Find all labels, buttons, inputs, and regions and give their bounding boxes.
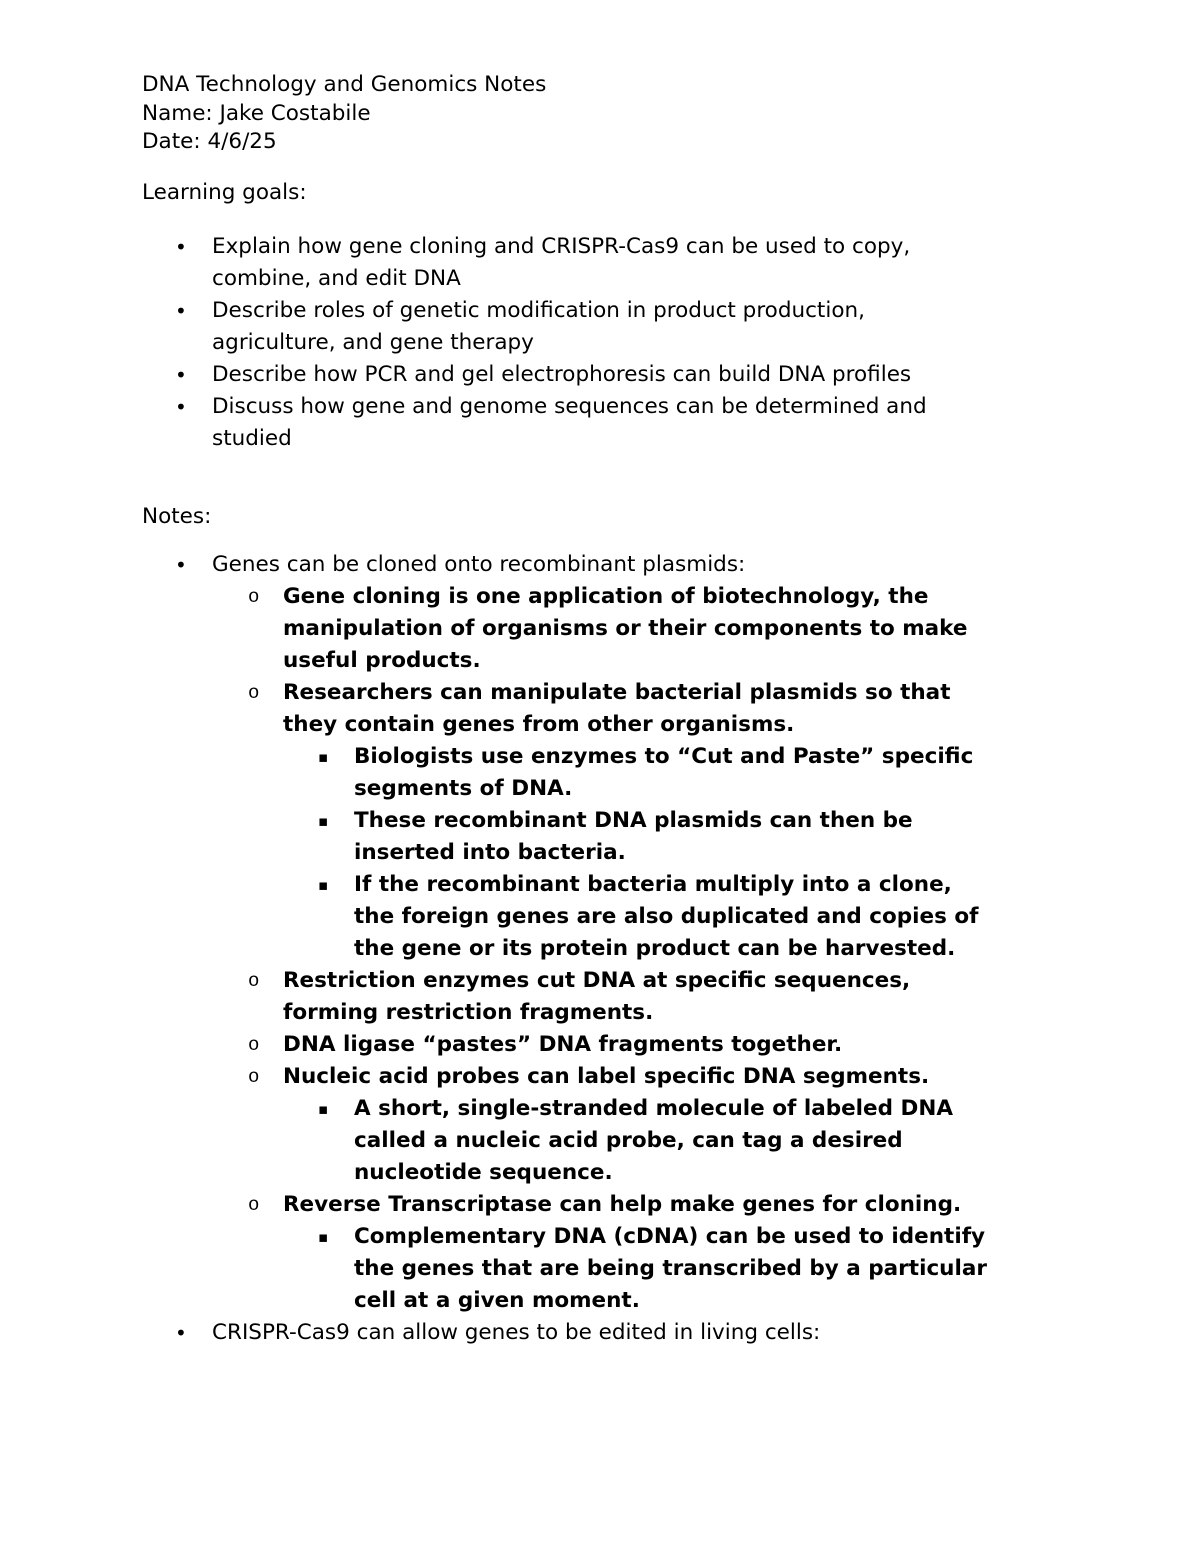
bullet-icon: • — [175, 395, 187, 419]
square-bullet-icon: ▪ — [318, 1100, 329, 1118]
document-header — [142, 71, 546, 157]
list-item-text: Discuss how gene and genome sequences can be determined and studied — [212, 394, 927, 451]
circle-bullet-icon: o — [248, 586, 260, 608]
circle-bullet-icon: o — [248, 1034, 260, 1056]
list-item — [142, 295, 1072, 359]
sub-list-item — [142, 677, 1072, 741]
list-item — [142, 549, 1072, 581]
bullet-icon: • — [175, 1321, 187, 1345]
list-item — [142, 1317, 1072, 1349]
circle-bullet-icon: o — [248, 970, 260, 992]
sub-sub-list-item — [142, 741, 1072, 805]
list-item-text: Restriction enzymes cut DNA at specific sequences, forming restriction fragments. — [283, 968, 911, 1025]
list-item-text: DNA ligase “pastes” DNA fragments together. — [283, 1032, 843, 1057]
sub-list-item — [142, 581, 1072, 677]
list-item-text: A short, single-stranded molecule of labeled DNA called a nucleic acid probe, can tag a desired nucleotide sequence. — [354, 1096, 953, 1185]
list-item-text: Describe roles of genetic modification in product production, agriculture, and gene therapy — [212, 298, 865, 355]
list-item — [142, 391, 1072, 455]
list-item-text: Nucleic acid probes can label specific DNA segments. — [283, 1064, 930, 1089]
square-bullet-icon: ▪ — [318, 748, 329, 766]
square-bullet-icon: ▪ — [318, 876, 329, 894]
circle-bullet-icon: o — [248, 1194, 260, 1216]
list-item-text: CRISPR-Cas9 can allow genes to be edited in living cells: — [212, 1320, 821, 1345]
bullet-icon: • — [175, 553, 187, 577]
learning-goals-list — [142, 231, 1072, 455]
learning-goals-heading: Learning goals: — [142, 180, 307, 205]
list-item-text: These recombinant DNA plasmids can then be inserted into bacteria. — [354, 808, 913, 865]
sub-list-item — [142, 1029, 1072, 1061]
list-item-text: Describe how PCR and gel electrophoresis can build DNA profiles — [212, 362, 912, 387]
circle-bullet-icon: o — [248, 682, 260, 704]
list-item — [142, 359, 1072, 391]
sub-sub-list-item — [142, 869, 1072, 965]
list-item-text: Researchers can manipulate bacterial plasmids so that they contain genes from other organisms. — [283, 680, 951, 737]
student-name: Name: Jake Costabile — [142, 100, 371, 126]
list-item-text: Reverse Transcriptase can help make genes for cloning. — [283, 1192, 962, 1217]
document-date: Date: 4/6/25 — [142, 129, 277, 154]
list-item — [142, 231, 1072, 295]
sub-list-item — [142, 965, 1072, 1029]
circle-bullet-icon: o — [248, 1066, 260, 1088]
list-item-text: Complementary DNA (cDNA) can be used to identify the genes that are being transcribed by a particular cell at a given moment. — [354, 1224, 987, 1313]
bullet-icon: • — [175, 299, 187, 323]
bullet-icon: • — [175, 363, 187, 387]
notes-list — [142, 549, 1072, 1349]
list-item-text: Explain how gene cloning and CRISPR-Cas9 can be used to copy, combine, and edit DNA — [212, 234, 911, 291]
sub-sub-list-item — [142, 1093, 1072, 1189]
document-title: DNA Technology and Genomics Notes — [142, 72, 547, 97]
notes-heading: Notes: — [142, 504, 212, 529]
list-item-text: Gene cloning is one application of biotechnology, the manipulation of organisms or their components to make useful products. — [283, 584, 968, 673]
bullet-icon: • — [175, 235, 187, 259]
list-item-text: If the recombinant bacteria multiply into a clone, the foreign genes are also duplicated and copies of the gene or its protein product can be harvested. — [354, 872, 979, 961]
sub-sub-list-item — [142, 805, 1072, 869]
square-bullet-icon: ▪ — [318, 812, 329, 830]
sub-list-item — [142, 1189, 1072, 1221]
sub-sub-list-item — [142, 1221, 1072, 1317]
sub-list-item — [142, 1061, 1072, 1093]
square-bullet-icon: ▪ — [318, 1228, 329, 1246]
list-item-text: Biologists use enzymes to “Cut and Paste” specific segments of DNA. — [354, 744, 974, 801]
list-item-text: Genes can be cloned onto recombinant plasmids: — [212, 552, 746, 577]
